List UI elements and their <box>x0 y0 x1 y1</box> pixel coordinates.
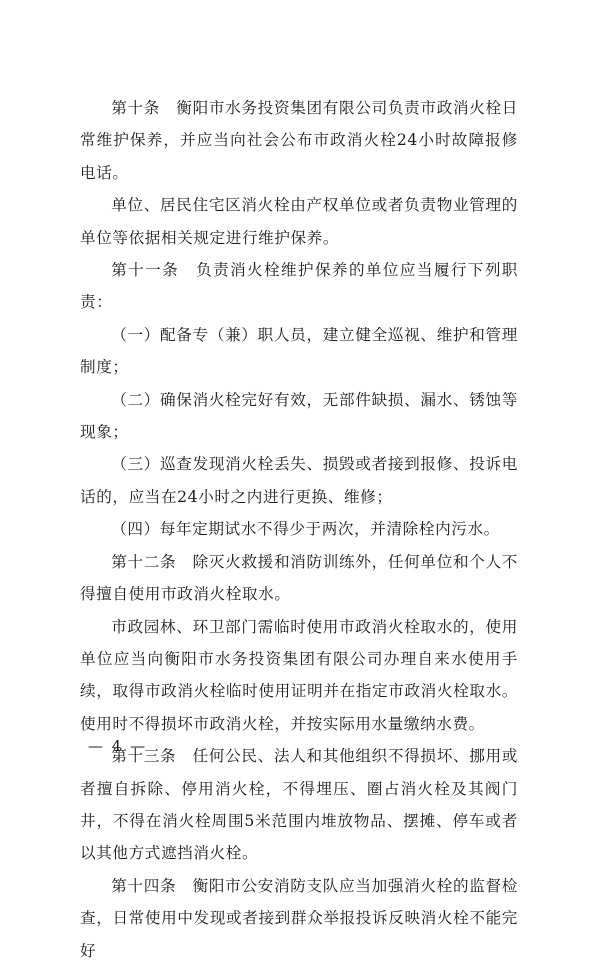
article-12-paragraph: 第十二条 除灭火救援和消防训练外，任何单位和个人不得擅自使用市政消火栓取水。 <box>80 552 518 604</box>
article-12-paragraph-2: 市政园林、环卫部门需临时使用市政消火栓取水的，使用单位应当向衡阳市水务投资集团有限公司办理自来水使用手续，取得市政消火栓临时使用证明并在指定市政消火栓取水。使用时不得损坏市政消火栓，并按实际用水量缴纳水费。 <box>80 617 518 733</box>
article-11-item-1: （一）配备专（兼）职人员，建立健全巡视、维护和管理制度； <box>80 325 518 377</box>
article-13-paragraph: 第十三条 任何公民、法人和其他组织不得损坏、挪用或者擅自拆除、停用消火栓，不得埋压、圈占消火栓及其阀门井，不得在消火栓周围5米范围内堆放物品、摆摊、停车或者以其他方式遮挡消火栓。 <box>80 747 518 863</box>
document-body <box>80 92 518 967</box>
article-11-paragraph: 第十一条 负责消火栓维护保养的单位应当履行下列职责： <box>80 261 518 312</box>
page-number: — 4 — <box>88 737 148 755</box>
article-10-paragraph-2: 单位、居民住宅区消火栓由产权单位或者负责物业管理的单位等依据相关规定进行维护保养。 <box>80 196 518 247</box>
article-11-item-2: （二）确保消火栓完好有效，无部件缺损、漏水、锈蚀等现象； <box>80 390 518 442</box>
article-11-item-4: （四）每年定期试水不得少于两次，并清除栓内污水。 <box>111 520 500 539</box>
article-14-paragraph: 第十四条 衡阳市公安消防支队应当加强消火栓的监督检查，日常使用中发现或者接到群众举报投诉反映消火栓不能完好 <box>80 876 518 960</box>
article-10-paragraph: 第十条 衡阳市水务投资集团有限公司负责市政消火栓日常维护保养，并应当向社会公布市政消火栓24小时故障报修电话。 <box>80 99 518 182</box>
article-11-item-3: （三）巡查发现消火栓丢失、损毁或者接到报修、投诉电话的，应当在24小时之内进行更换、维修； <box>80 455 518 506</box>
